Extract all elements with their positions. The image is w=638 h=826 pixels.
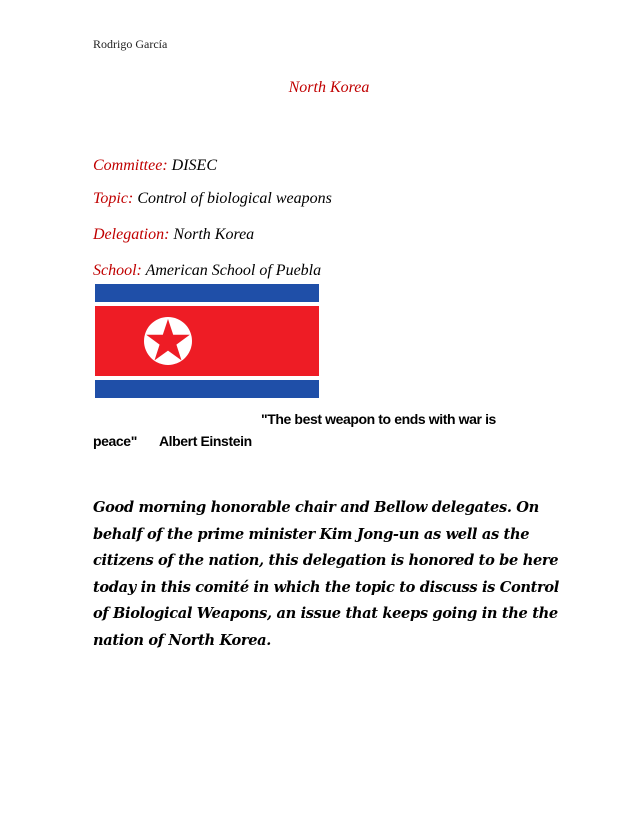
- author-name: Rodrigo García: [93, 37, 168, 51]
- north-korea-flag-image: [95, 284, 319, 398]
- quote-text-line2-wrapper: [93, 430, 533, 452]
- delegation-value: North Korea: [173, 226, 255, 243]
- school-value: American School of Puebla: [145, 262, 322, 279]
- committee-row: [93, 157, 217, 175]
- document-title: North Korea: [288, 79, 370, 96]
- topic-label: Topic:: [93, 190, 134, 207]
- quote-text-line1: "The best weapon to ends with war is: [261, 411, 496, 427]
- topic-value: Control of biological weapons: [137, 190, 332, 207]
- topic-row: [93, 190, 332, 208]
- flag-white-stripe-bottom: [95, 376, 319, 380]
- flag-white-stripe-top: [95, 302, 319, 306]
- flag-blue-stripe-top: [95, 284, 319, 302]
- flag-blue-stripe-bottom: [95, 380, 319, 398]
- school-row: [93, 262, 321, 280]
- delegation-row: [93, 226, 254, 244]
- speech-paragraph: Good morning honorable chair and Bellow delegates. On behalf of the prime minister Kim Jong-un as well as the citizens of the nation, this delegation is honored to be here today in this comité in which the topic to discuss is Control of Biological Weapons, an issue that keeps going in the the nation of North Korea.: [93, 499, 559, 649]
- committee-value: DISEC: [171, 157, 217, 174]
- committee-label: Committee:: [93, 157, 168, 174]
- quote-block: [93, 408, 533, 452]
- flag-red-band: [95, 306, 319, 376]
- school-label: School:: [93, 262, 142, 279]
- quote-author: Albert Einstein: [158, 433, 252, 449]
- delegation-label: Delegation:: [93, 226, 170, 243]
- quote-text-line2: peace": [93, 433, 137, 449]
